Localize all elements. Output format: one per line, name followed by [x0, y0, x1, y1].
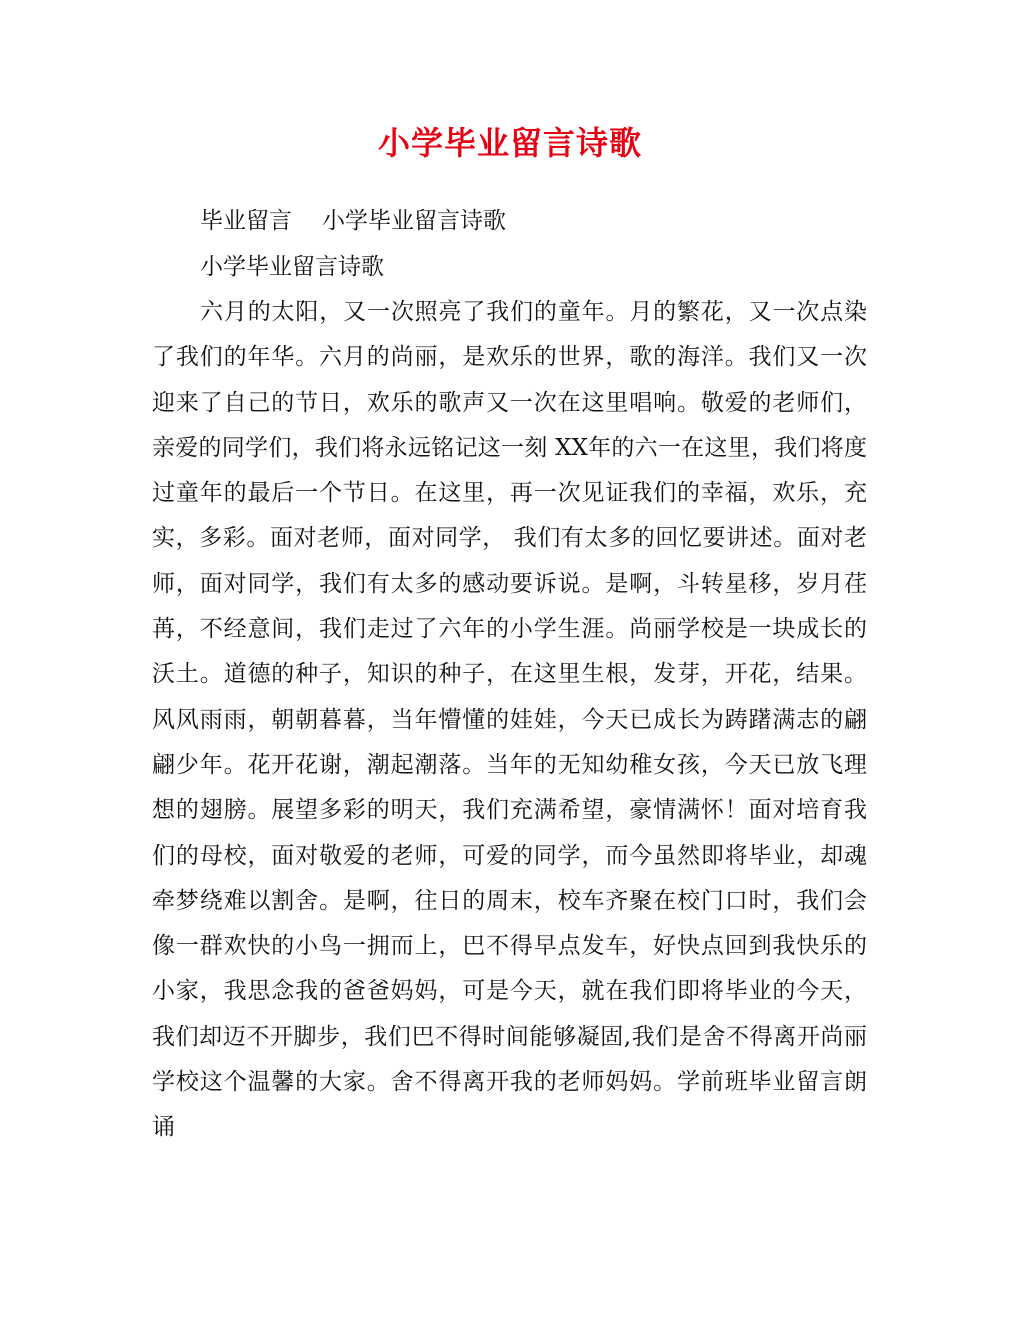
body-line: 过童年的最后一个节日。在这里，再一次见证我们的幸福，欢乐，充 [152, 480, 867, 507]
body-line: 亲爱的同学们，我们将永远铭记这一刻 XX年的六一在这里，我们将度 [152, 434, 867, 461]
body-line: 翩少年。花开花谢，潮起潮落。当年的无知幼稚女孩，今天已放飞理 [152, 751, 867, 778]
body-line: 小家，我思念我的爸爸妈妈，可是今天，就在我们即将毕业的今天， [152, 978, 867, 1005]
meta-line [200, 205, 506, 237]
meta-category: 毕业留言 [200, 208, 292, 234]
body-line: 六月的太阳，又一次照亮了我们的童年。月的繁花，又一次点染 [200, 299, 867, 325]
body-line: 师，面对同学，我们有太多的感动要诉说。是啊，斗转星移，岁月荏 [152, 570, 867, 597]
body-line: 牵梦绕难以割舍。是啊，往日的周末，校车齐聚在校门口时，我们会 [152, 887, 867, 914]
body-line: 了我们的年华。六月的尚丽，是欢乐的世界，歌的海洋。我们又一次 [152, 344, 867, 371]
body-line: 学校这个温馨的大家。舍不得离开我的老师妈妈。学前班毕业留言朗 [152, 1069, 867, 1096]
body-line: 苒，不经意间，我们走过了六年的小学生涯。尚丽学校是一块成长的 [152, 616, 867, 643]
section-heading: 小学毕业留言诗歌 [200, 254, 384, 280]
body-line: 风风雨雨，朝朝暮暮，当年懵懂的娃娃，今天已成长为踌躇满志的翩 [152, 706, 867, 733]
body-line: 诵 [152, 1114, 175, 1141]
body-line: 迎来了自己的节日，欢乐的歌声又一次在这里唱响。敬爱的老师们， [152, 389, 867, 416]
body-line: 像一群欢快的小鸟一拥而上，巴不得早点发车，好快点回到我快乐的 [152, 933, 867, 960]
body-line: 沃土。道德的种子，知识的种子，在这里生根，发芽，开花，结果。 [152, 661, 867, 688]
document-title: 小学毕业留言诗歌 [377, 124, 642, 162]
meta-subtitle: 小学毕业留言诗歌 [322, 208, 506, 234]
body-text [152, 296, 867, 1157]
body-line: 实，多彩。面对老师，面对同学， 我们有太多的回忆要讲述。面对老 [152, 525, 867, 552]
body-line: 我们却迈不开脚步，我们巴不得时间能够凝固,我们是舍不得离开尚丽 [152, 1023, 867, 1050]
body-line: 想的翅膀。展望多彩的明天，我们充满希望，豪情满怀！面对培育我 [152, 797, 867, 824]
body-line: 们的母校，面对敬爱的老师，可爱的同学，而今虽然即将毕业，却魂 [152, 842, 867, 869]
